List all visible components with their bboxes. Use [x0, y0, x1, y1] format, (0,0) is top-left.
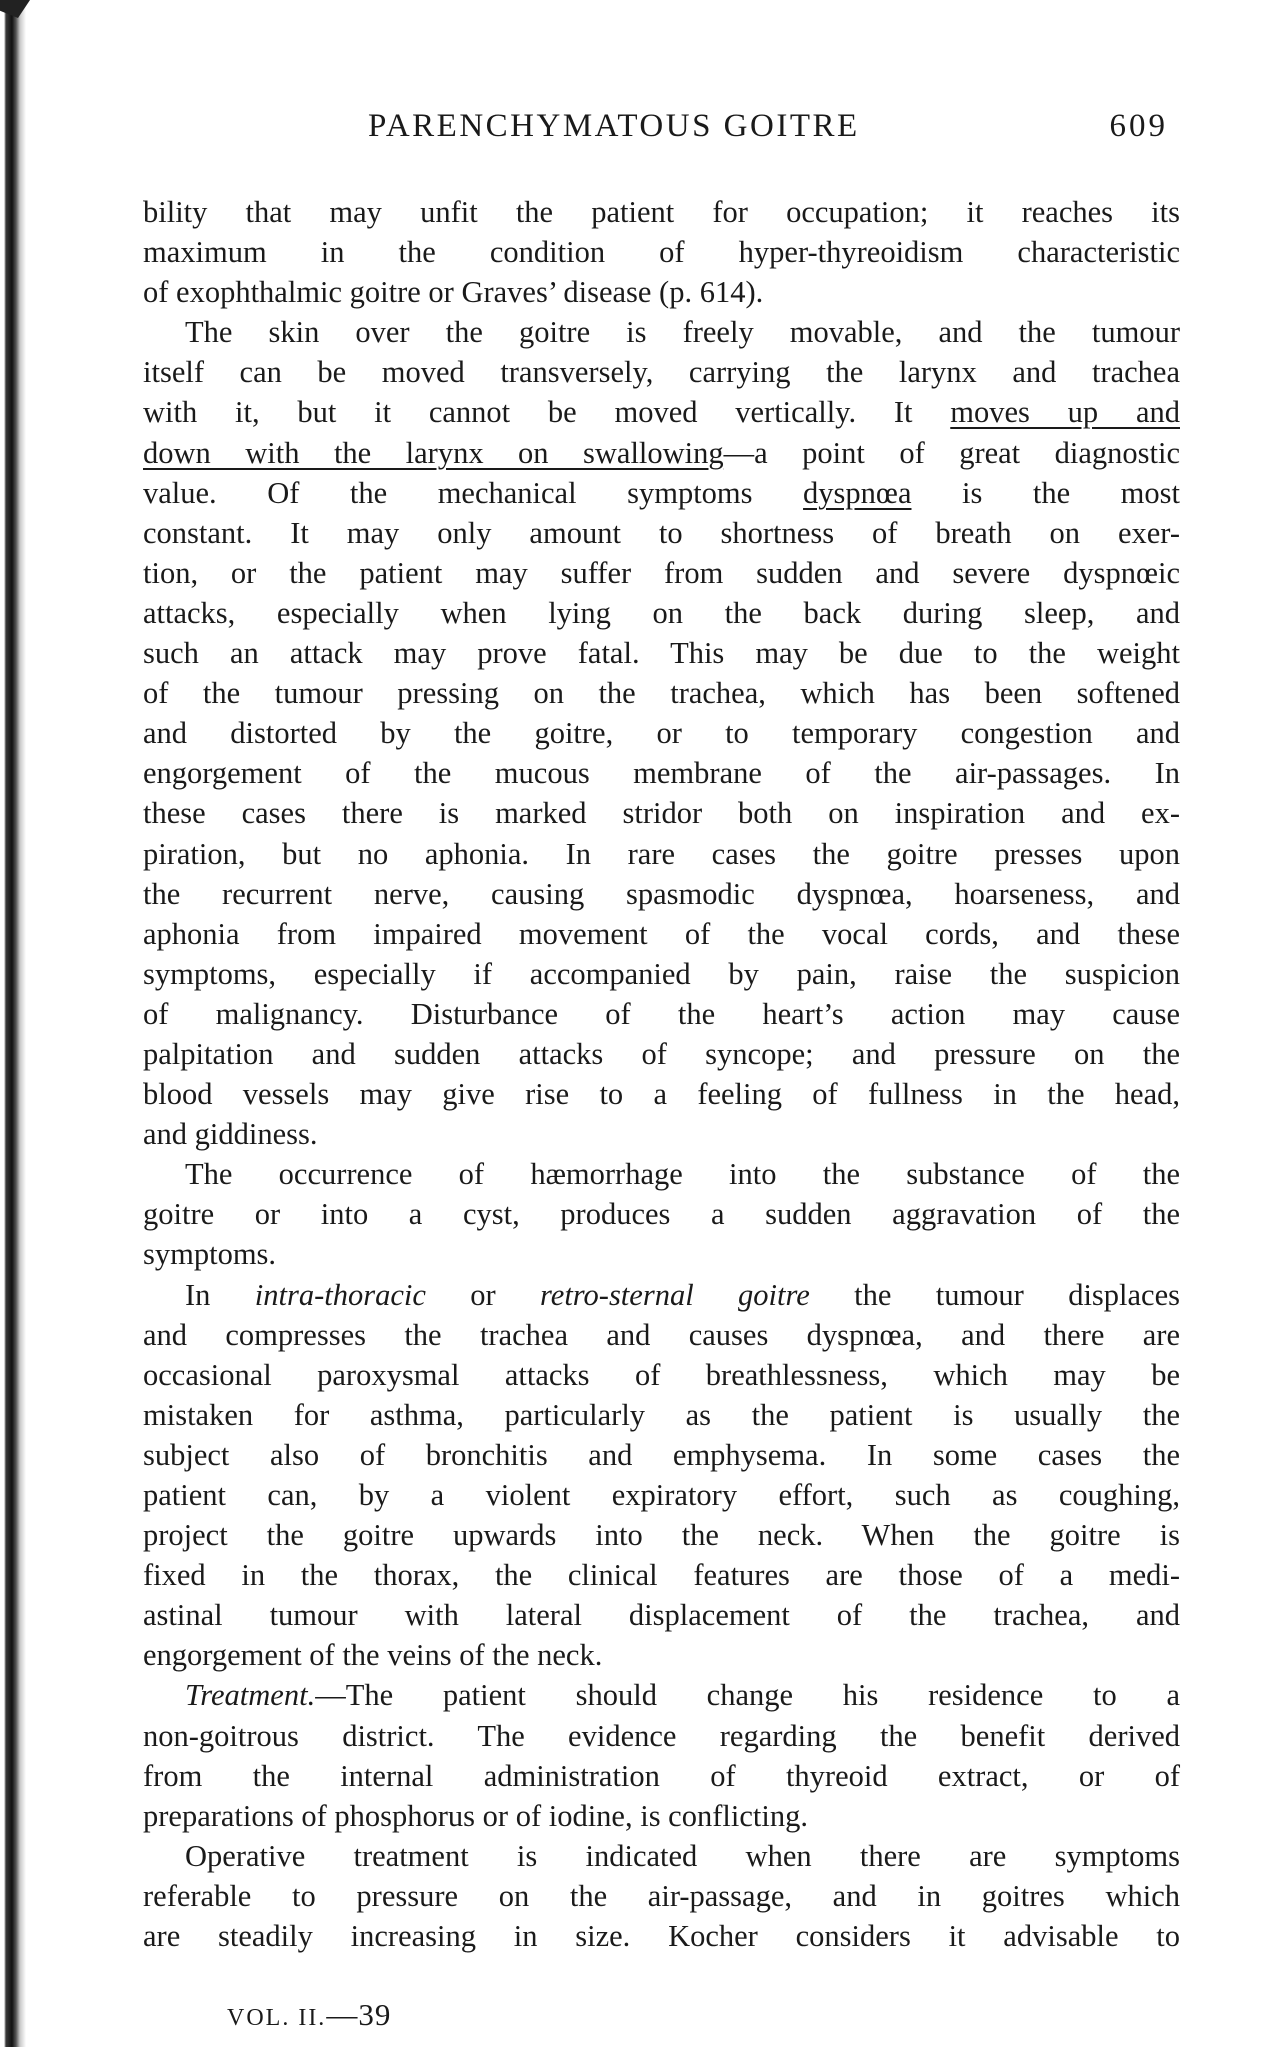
- text-line: itself can be moved transversely, carrying the larynx and trachea: [143, 355, 1180, 390]
- text-segment: with it, but it cannot be moved vertically. It: [143, 395, 951, 430]
- text-line: bility that may unfit the patient for occupation; it reaches its: [143, 195, 1180, 229]
- text-line: referable to pressure on the air-passage, and in goitres which: [143, 1878, 1180, 1913]
- text-line: piration, but no aphonia. In rare cases the goitre presses upon: [143, 836, 1180, 871]
- text-line: and compresses the trachea and causes dyspnœa, and there are: [143, 1317, 1180, 1352]
- text-line: of the tumour pressing on the trachea, which has been softened: [143, 676, 1180, 711]
- text-line: palpitation and sudden attacks of syncope; and pressure on the: [143, 1036, 1180, 1071]
- signature-number: —39: [326, 1997, 392, 2032]
- running-head: [143, 100, 1180, 152]
- text-line: maximum in the condition of hyper-thyreoidism characteristic: [143, 235, 1180, 270]
- text-line: [143, 392, 1180, 432]
- text-line: mistaken for asthma, particularly as the patient is usually the: [143, 1397, 1180, 1432]
- text-line: Operative treatment is indicated when there are symptoms: [185, 1838, 1180, 1873]
- italic-phrase: Treatment.: [185, 1678, 316, 1713]
- underlined-phrase: moves up and: [950, 395, 1180, 430]
- text-line: of exophthalmic goitre or Graves’ disease (p. 614).: [143, 275, 764, 310]
- text-line: [143, 433, 1180, 473]
- text-line: project the goitre upwards into the neck. When the goitre is: [143, 1518, 1180, 1553]
- text-line: aphonia from impaired movement of the vocal cords, and these: [143, 916, 1180, 951]
- underlined-phrase: down with the larynx on swallowing: [143, 435, 724, 470]
- text-line: the recurrent nerve, causing spasmodic dyspnœa, hoarseness, and: [143, 876, 1180, 911]
- text-segment: is the most: [911, 475, 1180, 510]
- text-line: engorgement of the mucous membrane of the air-passages. In: [143, 756, 1180, 791]
- text-line: non-goitrous district. The evidence regarding the benefit derived: [143, 1718, 1180, 1753]
- text-segment: value. Of the mechanical symptoms: [143, 475, 804, 510]
- volume-mark: VOL. II.: [227, 2005, 327, 2031]
- running-head-title: PARENCHYMATOUS GOITRE: [368, 108, 860, 144]
- text-line: constant. It may only amount to shortness of breath on exer-: [143, 515, 1180, 550]
- text-line: The occurrence of hæmorrhage into the substance of the: [185, 1157, 1180, 1192]
- text-line: and giddiness.: [143, 1117, 318, 1152]
- text-line: goitre or into a cyst, produces a sudden aggravation of the: [143, 1197, 1180, 1232]
- text-segment: the tumour displaces: [809, 1277, 1180, 1312]
- text-line: The skin over the goitre is freely movable, and the tumour: [185, 315, 1180, 350]
- text-line: astinal tumour with lateral displacement of the trachea, and: [143, 1598, 1180, 1633]
- text-line: and distorted by the goitre, or to temporary congestion and: [143, 716, 1180, 751]
- text-line: fixed in the thorax, the clinical features are those of a medi-: [143, 1558, 1180, 1593]
- italic-phrase: retro-sternal goitre: [540, 1277, 810, 1312]
- text-line: engorgement of the veins of the neck.: [143, 1638, 603, 1673]
- text-line: of malignancy. Disturbance of the heart’s action may cause: [143, 996, 1180, 1031]
- text-segment: —The patient should change his residence to a: [315, 1678, 1180, 1713]
- text-line: blood vessels may give rise to a feeling of fullness in the head,: [143, 1077, 1180, 1112]
- page-number: 609: [1109, 108, 1168, 144]
- text-segment: or: [425, 1277, 541, 1312]
- text-segment: —a point of great diagnostic: [723, 435, 1180, 470]
- text-line: [143, 1675, 1180, 1715]
- text-line: [143, 1275, 1180, 1315]
- underlined-phrase: dyspnœa: [803, 475, 912, 510]
- text-line: such an attack may prove fatal. This may be due to the weight: [143, 636, 1180, 671]
- text-line: tion, or the patient may suffer from sudden and severe dyspnœic: [143, 555, 1180, 590]
- text-segment: In: [185, 1277, 255, 1312]
- text-line: occasional paroxysmal attacks of breathlessness, which may be: [143, 1357, 1180, 1392]
- signature-footer: [227, 1998, 391, 2035]
- italic-phrase: intra-thoracic: [254, 1277, 426, 1312]
- scanned-binding-edge: [0, 0, 26, 2047]
- text-line: patient can, by a violent expiratory effort, such as coughing,: [143, 1478, 1180, 1512]
- text-line: symptoms.: [143, 1237, 277, 1272]
- text-line: attacks, especially when lying on the back during sleep, and: [143, 595, 1180, 630]
- body-text: [143, 192, 1180, 1956]
- text-line: symptoms, especially if accompanied by pain, raise the suspicion: [143, 956, 1180, 991]
- text-line: preparations of phosphorus or of iodine, is conflicting.: [143, 1798, 808, 1833]
- text-line: these cases there is marked stridor both on inspiration and ex-: [143, 796, 1180, 831]
- text-line: [143, 473, 1180, 513]
- text-line: subject also of bronchitis and emphysema. In some cases the: [143, 1437, 1180, 1472]
- text-line: are steadily increasing in size. Kocher considers it advisable to: [143, 1919, 1180, 1954]
- text-line: from the internal administration of thyreoid extract, or of: [143, 1758, 1180, 1793]
